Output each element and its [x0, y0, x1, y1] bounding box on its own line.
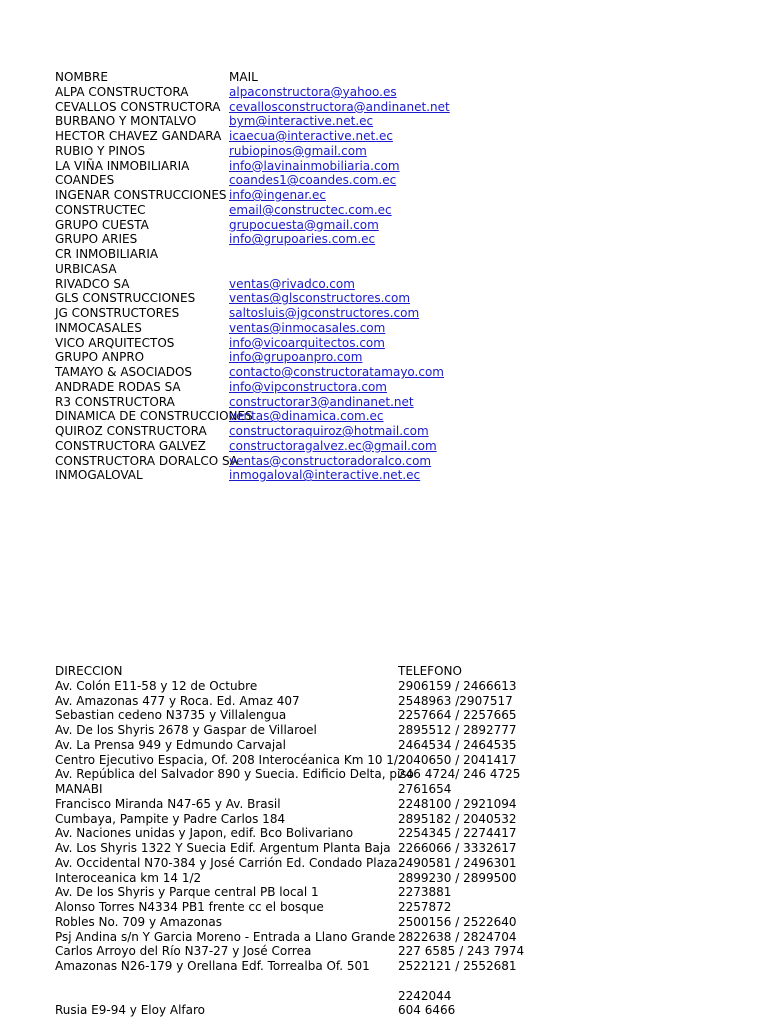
company-name-cell: GRUPO CUESTA [55, 217, 149, 232]
email-link[interactable]: grupocuesta@gmail.com [229, 217, 379, 232]
email-link[interactable]: info@grupoaries.com.ec [229, 232, 376, 247]
email-link[interactable]: bym@interactive.net.ec [229, 114, 374, 129]
address-cell: Av. Los Shyris 1322 Y Suecia Edif. Argentum Planta Baja [55, 841, 391, 855]
email-link[interactable]: ventas@glsconstructores.com [229, 291, 411, 306]
phone-cell: 2895182 / 2040532 [398, 811, 517, 826]
phone-cell: 2490581 / 2496301 [398, 855, 517, 870]
mail-column-header: MAIL [229, 70, 258, 84]
company-name-cell: COANDES [55, 173, 115, 188]
email-link[interactable]: constructoraquiroz@hotmail.com [229, 424, 429, 438]
address-cell: Av. Occidental N70-384 y José Carrión Ed. Condado Plaza [55, 855, 398, 870]
company-name-cell: ALPA CONSTRUCTORA [55, 84, 189, 99]
address-cell: Av. Colón E11-58 y 12 de Octubre [55, 678, 258, 693]
email-link[interactable]: ventas@dinamica.com.ec [229, 409, 384, 424]
email-link[interactable]: ventas@rivadco.com [229, 276, 355, 291]
phone-cell: 2257872 [398, 900, 452, 914]
company-name-cell: TAMAYO & ASOCIADOS [55, 365, 193, 379]
phone-cell: 2522121 / 2552681 [398, 959, 517, 973]
company-name-cell: CONSTRUCTORA GALVEZ [55, 438, 206, 453]
company-name-cell: QUIROZ CONSTRUCTORA [55, 424, 207, 438]
address-cell: Sebastian cedeno N3735 y Villalengua [55, 708, 287, 723]
company-name-cell: ANDRADE RODAS SA [55, 379, 181, 394]
address-cell: Av. De los Shyris 2678 y Gaspar de Villaroel [55, 723, 317, 737]
company-name-cell: RUBIO Y PINOS [55, 143, 146, 158]
phone-cell: 2266066 / 3332617 [398, 841, 517, 855]
phone-cell: 2254345 / 2274417 [398, 826, 517, 841]
company-name-cell: BURBANO Y MONTALVO [55, 114, 197, 129]
company-name-cell: CR INMOBILIARIA [55, 247, 159, 261]
company-name-cell: CONSTRUCTORA DORALCO SA [55, 453, 239, 468]
phone-cell: 2906159 / 2466613 [398, 678, 517, 693]
address-cell: Av. Naciones unidas y Japon, edif. Bco Bolivariano [55, 826, 354, 841]
address-cell: Alonso Torres N4334 PB1 frente cc el bosque [55, 900, 324, 914]
email-link[interactable]: cevallosconstructora@andinanet.net [229, 99, 450, 114]
phone-cell: 2500156 / 2522640 [398, 914, 517, 929]
phone-cell: 2899230 / 2899500 [398, 870, 517, 885]
address-cell: Cumbaya, Pampite y Padre Carlos 184 [55, 811, 286, 826]
address-column-header: DIRECCION [55, 664, 123, 678]
phone-cell: 2822638 / 2824704 [398, 929, 517, 944]
company-name-cell: INMOCASALES [55, 320, 142, 335]
email-link[interactable]: coandes1@coandes.com.ec [229, 173, 397, 188]
address-cell: Centro Ejecutivo Espacia, Of. 208 Interocéanica Km 10 1/2 [55, 752, 406, 767]
phone-cell: 2273881 [398, 885, 452, 900]
email-link[interactable]: info@lavinainmobiliaria.com [229, 158, 400, 173]
company-name-cell: URBICASA [55, 261, 117, 276]
address-cell: Psj Andina s/n Y Garcia Moreno - Entrada a Llano Grande [55, 929, 396, 944]
phone-cell: 2548963 /2907517 [398, 693, 513, 708]
company-name-cell: R3 CONSTRUCTORA [55, 394, 175, 409]
company-name-cell: INGENAR CONSTRUCCIONES [55, 188, 227, 202]
email-link[interactable]: contacto@constructoratamayo.com [229, 365, 444, 379]
company-name-cell: GRUPO ARIES [55, 232, 138, 247]
email-link[interactable]: ventas@constructoradoralco.com [229, 453, 432, 468]
phone-cell: 604 6466 [398, 1003, 456, 1018]
phone-cell: 2040650 / 2041417 [398, 752, 517, 767]
address-cell: Av. Amazonas 477 y Roca. Ed. Amaz 407 [55, 693, 300, 708]
address-cell: Av. La Prensa 949 y Edmundo Carvajal [55, 737, 286, 752]
phone-cell: 2761654 [398, 782, 452, 796]
phone-cell: 2257664 / 2257665 [398, 708, 517, 723]
email-link[interactable]: email@constructec.com.ec [229, 202, 392, 217]
email-link[interactable]: info@ingenar.ec [229, 188, 327, 202]
company-name-cell: CEVALLOS CONSTRUCTORA [55, 99, 221, 114]
phone-cell: 2248100 / 2921094 [398, 796, 517, 811]
email-link[interactable]: icaecua@interactive.net.ec [229, 129, 393, 143]
company-name-cell: CONSTRUCTEC [55, 202, 146, 217]
company-name-cell: HECTOR CHAVEZ GANDARA [55, 129, 222, 143]
address-cell: Interoceanica km 14 1/2 [55, 870, 202, 885]
company-name-cell: LA VIÑA INMOBILIARIA [55, 158, 190, 173]
phone-cell: 246 4724/ 246 4725 [398, 767, 521, 782]
company-name-cell: GLS CONSTRUCCIONES [55, 291, 196, 306]
phone-cell: 2895512 / 2892777 [398, 723, 517, 737]
address-cell: Amazonas N26-179 y Orellana Edf. Torrealba Of. 501 [55, 959, 370, 973]
email-link[interactable]: info@grupoanpro.com [229, 350, 363, 365]
address-cell: MANABI [55, 782, 103, 796]
company-name-cell: DINAMICA DE CONSTRUCCIONES [55, 409, 253, 424]
phone-cell: 2464534 / 2464535 [398, 737, 517, 752]
address-cell: Av. De los Shyris y Parque central PB local 1 [55, 885, 319, 900]
phone-cell: 2242044 [398, 988, 452, 1003]
email-link[interactable]: alpaconstructora@yahoo.es [229, 84, 397, 99]
address-cell: Francisco Miranda N47-65 y Av. Brasil [55, 796, 281, 811]
email-link[interactable]: rubiopinos@gmail.com [229, 143, 367, 158]
email-link[interactable]: constructoragalvez.ec@gmail.com [229, 438, 437, 453]
email-link[interactable]: ventas@inmocasales.com [229, 320, 386, 335]
address-cell: Av. República del Salvador 890 y Suecia. Edificio Delta, piso [55, 767, 414, 782]
company-name-cell: INMOGALOVAL [55, 468, 143, 483]
email-link[interactable]: info@vicoarquitectos.com [229, 335, 385, 350]
email-link[interactable]: info@vipconstructora.com [229, 379, 387, 394]
phone-column-header: TELEFONO [398, 664, 462, 678]
company-name-cell: JG CONSTRUCTORES [55, 306, 180, 320]
email-link[interactable]: saltosluis@jgconstructores.com [229, 306, 420, 320]
company-name-cell: GRUPO ANPRO [55, 350, 145, 365]
address-cell: Robles No. 709 y Amazonas [55, 914, 223, 929]
email-link[interactable]: inmogaloval@interactive.net.ec [229, 468, 421, 483]
phone-cell: 227 6585 / 243 7974 [398, 944, 525, 959]
company-name-cell: RIVADCO SA [55, 276, 130, 291]
email-link[interactable]: constructorar3@andinanet.net [229, 394, 414, 409]
address-cell: Rusia E9-94 y Eloy Alfaro [55, 1003, 206, 1018]
name-column-header: NOMBRE [55, 70, 108, 84]
address-cell: Carlos Arroyo del Río N37-27 y José Correa [55, 944, 312, 959]
company-name-cell: VICO ARQUITECTOS [55, 335, 175, 350]
